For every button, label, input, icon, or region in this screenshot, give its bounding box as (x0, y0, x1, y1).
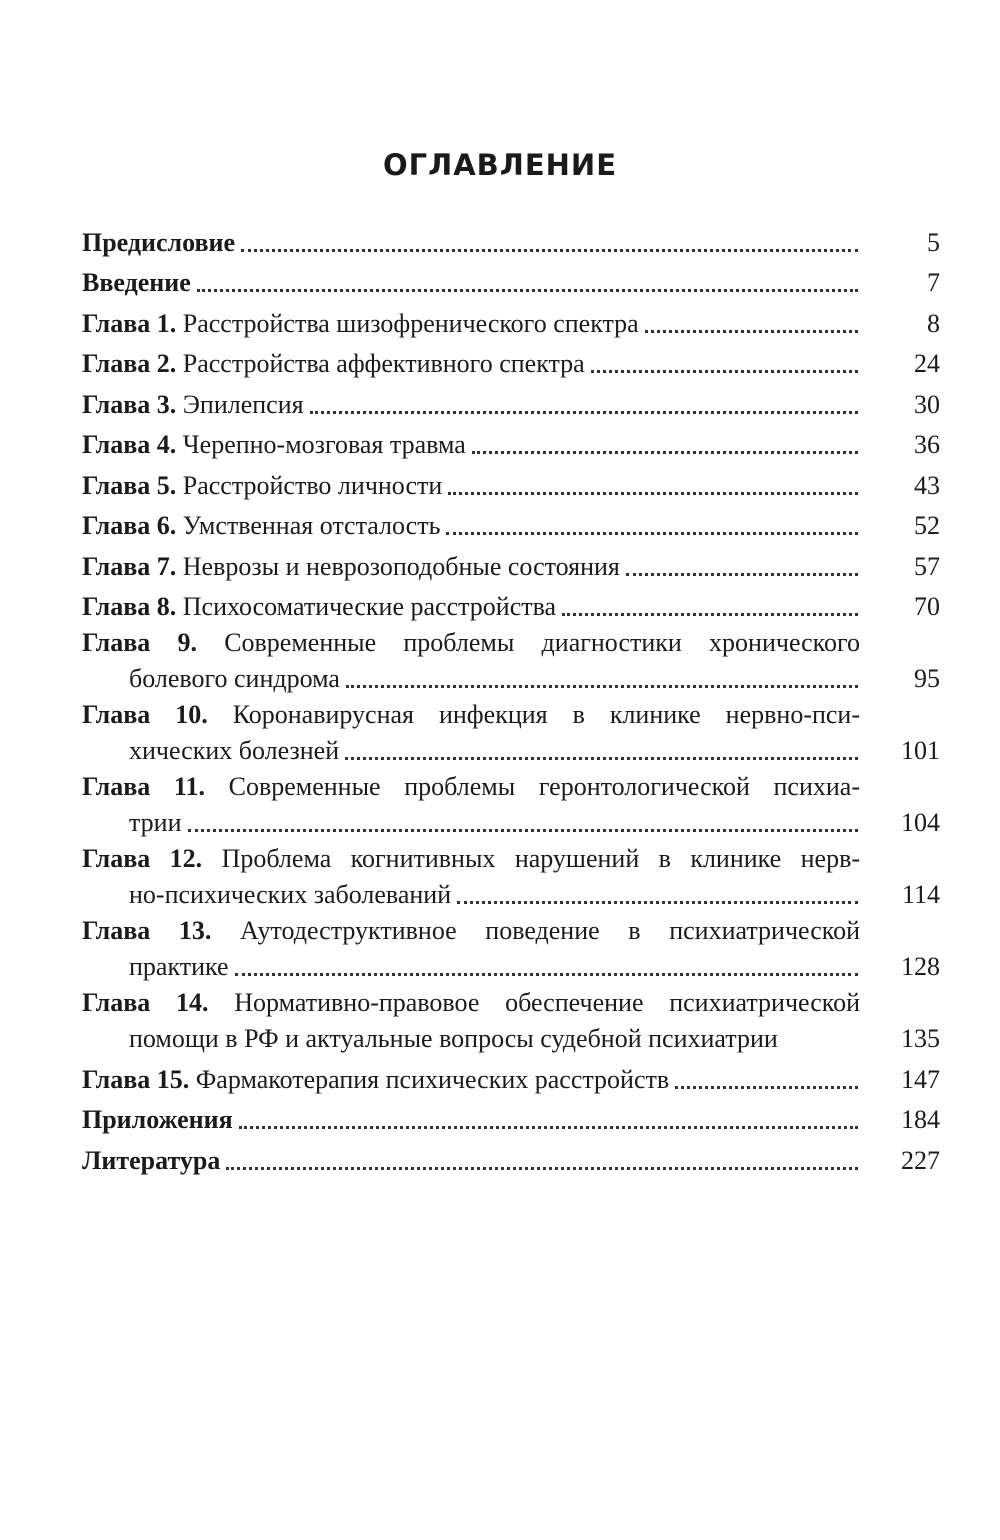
toc-page-number: 30 (914, 389, 940, 419)
toc-entry-chapter-9[interactable] (82, 625, 940, 697)
toc-entry-chapter-2[interactable] (82, 342, 940, 383)
toc-entry-title: Черепно-мозговая травма (182, 430, 466, 459)
leader-dots (239, 1126, 858, 1129)
leader-dots (626, 573, 858, 576)
toc-entry-title: Расстройство личности (182, 470, 443, 500)
leader-dots (226, 1167, 858, 1170)
toc-entry-chapter-11[interactable] (82, 769, 940, 841)
toc-entry-chapter-7[interactable] (82, 544, 940, 585)
toc-page-number: 114 (901, 880, 940, 909)
toc-entry-label: Глава 15. Фармакотерапия психических расстройств (82, 1064, 670, 1094)
toc-page-number: 101 (901, 736, 940, 765)
toc-entry-chapter-12[interactable] (82, 841, 940, 913)
toc-entry-chapter-1[interactable] (82, 301, 940, 342)
leader-dots (562, 613, 858, 616)
toc-entry-label: Предисловие (82, 227, 236, 257)
toc-entry-label: Глава 1. Расстройства шизофренического спектра (82, 308, 639, 338)
toc-entry-chapter-6[interactable] (82, 504, 940, 545)
page-title: ОГЛАВЛЕНИЕ (382, 148, 617, 182)
toc-entry-chapter-5[interactable] (82, 463, 940, 504)
toc-page-number: 24 (914, 349, 940, 378)
leader-dots (188, 829, 858, 832)
toc-page-number: 7 (927, 268, 940, 297)
toc-page-number: 8 (927, 308, 940, 338)
leader-dots (472, 451, 858, 454)
toc-entry-chapter-10[interactable] (82, 697, 940, 769)
toc-entry-title: Психосоматические расстройства (182, 592, 557, 621)
toc-entry-title: Неврозы и неврозоподобные состояния (182, 551, 620, 581)
leader-dots (197, 289, 858, 292)
toc-entry-label: Глава 8. Психосоматические расстройства (82, 592, 557, 621)
toc-entry-title-continued: трии (129, 808, 182, 837)
toc-list (82, 220, 940, 1179)
toc-entry-chapter-3[interactable] (82, 382, 940, 423)
leader-dots (346, 685, 858, 688)
toc-page-number: 5 (927, 227, 940, 257)
toc-entry-title-continued: болевого синдрома (129, 664, 340, 693)
toc-entry-label: Глава 3. Эпилепсия (82, 389, 304, 419)
toc-entry-chapter-4[interactable] (82, 423, 940, 464)
toc-entry-title: Современные проблемы геронтологической психиа- (228, 772, 860, 801)
toc-entry-title-continued: хических болезней (129, 736, 340, 765)
toc-entry-title: Умственная отсталость (182, 511, 441, 540)
leader-dots (591, 370, 858, 373)
toc-entry-title: Коронавирусная инфекция в клинике нервно-пси- (232, 700, 861, 729)
toc-entry-label: Глава 9. (82, 628, 197, 657)
toc-entry-title-continued: практике (129, 952, 229, 981)
toc-entry-label: Глава 4. Черепно-мозговая травма (82, 430, 466, 459)
toc-entry-label: Глава 5. Расстройство личности (82, 470, 443, 500)
leader-dots (235, 973, 858, 976)
toc-entry-label: Введение (82, 268, 191, 297)
leader-dots (446, 532, 858, 535)
toc-page-number: 52 (914, 511, 940, 540)
toc-entry-title-continued: помощи в РФ и актуальные вопросы судебной психиатрии (129, 1024, 778, 1053)
toc-page-number: 104 (901, 808, 940, 837)
toc-page-number: 70 (914, 592, 940, 621)
leader-dots (457, 901, 858, 904)
toc-entry-label: Глава 13. (82, 916, 212, 945)
toc-entry-title: Фармакотерапия психических расстройств (195, 1064, 670, 1094)
toc-entry-title: Проблема когнитивных нарушений в клинике нерв- (221, 844, 860, 873)
toc-page-number: 36 (914, 430, 940, 459)
toc-page-number: 227 (901, 1145, 940, 1175)
toc-page-number: 95 (914, 664, 940, 693)
toc-entry-title-continued: но-психических заболеваний (129, 880, 452, 909)
toc-entry-label: Глава 6. Умственная отсталость (82, 511, 441, 540)
toc-entry-chapter-14[interactable] (82, 985, 940, 1057)
toc-page-number: 135 (901, 1024, 940, 1053)
toc-page-number: 57 (914, 551, 940, 581)
toc-entry-label: Глава 2. Расстройства аффективного спектра (82, 349, 585, 378)
toc-entry-label: Глава 11. (82, 772, 205, 801)
toc-entry-title: Современные проблемы диагностики хронического (224, 628, 860, 657)
toc-entry-title: Аутодеструктивное поведение в психиатрической (240, 916, 860, 945)
toc-page-number: 128 (901, 952, 940, 981)
leader-dots (645, 330, 858, 333)
toc-entry-label: Приложения (82, 1105, 233, 1134)
toc-entry-label: Литература (82, 1145, 221, 1175)
toc-entry-chapter-8[interactable] (82, 585, 940, 626)
leader-dots (675, 1086, 858, 1089)
toc-entry-title: Расстройства аффективного спектра (182, 349, 585, 378)
toc-entry-title: Расстройства шизофренического спектра (182, 308, 639, 338)
toc-page-number: 43 (914, 470, 940, 500)
toc-entry-label: Глава 7. Неврозы и неврозоподобные состояния (82, 551, 620, 581)
toc-entry-chapter-15[interactable] (82, 1057, 940, 1098)
leader-dots (448, 492, 858, 495)
toc-entry-label: Глава 14. (82, 988, 209, 1017)
leader-dots (241, 249, 858, 252)
toc-entry-chapter-13[interactable] (82, 913, 940, 985)
toc-entry-appendices[interactable] (82, 1098, 940, 1139)
leader-dots (310, 411, 858, 414)
toc-entry-introduction[interactable] (82, 261, 940, 302)
toc-entry-label: Глава 10. (82, 700, 208, 729)
toc-entry-preface[interactable] (82, 220, 940, 261)
toc-entry-label: Глава 12. (82, 844, 203, 873)
toc-entry-title: Эпилепсия (182, 389, 304, 419)
leader-dots (345, 757, 858, 760)
toc-page-number: 184 (901, 1105, 940, 1134)
toc-page-number: 147 (901, 1064, 940, 1094)
toc-entry-references[interactable] (82, 1138, 940, 1179)
toc-entry-title: Нормативно-правовое обеспечение психиатрической (234, 988, 860, 1017)
